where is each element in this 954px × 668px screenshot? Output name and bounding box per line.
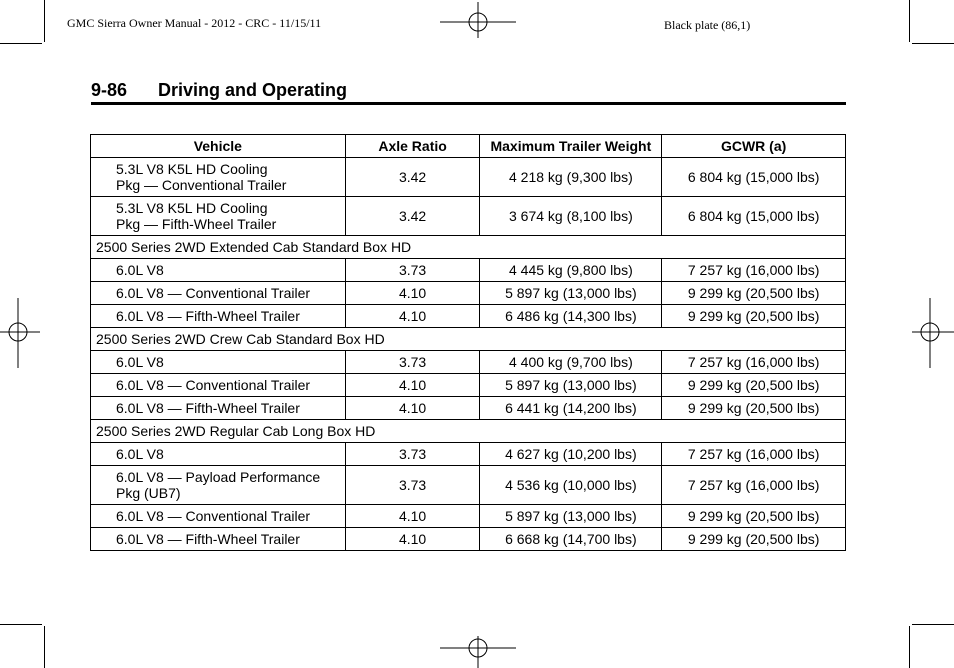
gcwr-cell: 7 257 kg (16,000 lbs) (662, 259, 846, 282)
table-row (91, 197, 846, 236)
crop-mark (0, 624, 42, 625)
vehicle-line: Pkg — Conventional Trailer (116, 177, 287, 193)
axle-ratio-cell: 3.42 (345, 158, 480, 197)
vehicle-line: 6.0L V8 (116, 446, 164, 462)
section-heading (91, 80, 846, 101)
gcwr-cell: 9 299 kg (20,500 lbs) (662, 505, 846, 528)
vehicle-line: 5.3L V8 K5L HD Cooling (116, 200, 268, 216)
axle-ratio-cell: 4.10 (345, 505, 480, 528)
gcwr-cell: 9 299 kg (20,500 lbs) (662, 374, 846, 397)
table-row (91, 466, 846, 505)
gcwr-cell: 9 299 kg (20,500 lbs) (662, 397, 846, 420)
column-header: Axle Ratio (345, 135, 480, 158)
page-number: 9-86 (91, 80, 128, 100)
axle-ratio-cell: 4.10 (345, 305, 480, 328)
vehicle-line: 6.0L V8 — Conventional Trailer (116, 377, 311, 393)
axle-ratio-cell: 3.73 (345, 443, 480, 466)
vehicle-cell (91, 197, 346, 236)
gcwr-cell: 7 257 kg (16,000 lbs) (662, 466, 846, 505)
table-section-row (91, 328, 846, 351)
section-label: 2500 Series 2WD Crew Cab Standard Box HD (91, 328, 846, 351)
max-trailer-weight-cell: 4 627 kg (10,200 lbs) (480, 443, 662, 466)
vehicle-line: 5.3L V8 K5L HD Cooling (116, 161, 268, 177)
gcwr-cell: 6 804 kg (15,000 lbs) (662, 158, 846, 197)
max-trailer-weight-cell: 4 218 kg (9,300 lbs) (480, 158, 662, 197)
max-trailer-weight-cell: 4 400 kg (9,700 lbs) (480, 351, 662, 374)
max-trailer-weight-cell: 4 536 kg (10,000 lbs) (480, 466, 662, 505)
crop-mark (0, 43, 42, 44)
axle-ratio-cell: 4.10 (345, 397, 480, 420)
vehicle-line: 6.0L V8 (116, 262, 164, 278)
crop-mark (44, 626, 45, 668)
section-label: 2500 Series 2WD Extended Cab Standard Box HD (91, 236, 846, 259)
max-trailer-weight-cell: 5 897 kg (13,000 lbs) (480, 282, 662, 305)
table-row (91, 158, 846, 197)
table-row (91, 351, 846, 374)
axle-ratio-cell: 4.10 (345, 282, 480, 305)
vehicle-cell (91, 282, 346, 305)
trailer-weight-table (90, 134, 846, 551)
vehicle-line: 6.0L V8 — Conventional Trailer (116, 508, 311, 524)
vehicle-cell (91, 374, 346, 397)
vehicle-cell (91, 305, 346, 328)
max-trailer-weight-cell: 4 445 kg (9,800 lbs) (480, 259, 662, 282)
crop-mark (909, 0, 910, 42)
table-row (91, 305, 846, 328)
crop-mark (909, 626, 910, 668)
vehicle-cell (91, 528, 346, 551)
table-row (91, 259, 846, 282)
print-header-title: GMC Sierra Owner Manual - 2012 - CRC - 11/15/11 (67, 16, 322, 30)
column-header: GCWR (a) (662, 135, 846, 158)
axle-ratio-cell: 3.73 (345, 466, 480, 505)
max-trailer-weight-cell: 6 668 kg (14,700 lbs) (480, 528, 662, 551)
gcwr-cell: 6 804 kg (15,000 lbs) (662, 197, 846, 236)
table-row (91, 505, 846, 528)
gcwr-cell: 7 257 kg (16,000 lbs) (662, 351, 846, 374)
axle-ratio-cell: 3.73 (345, 259, 480, 282)
gcwr-cell: 9 299 kg (20,500 lbs) (662, 282, 846, 305)
vehicle-cell (91, 397, 346, 420)
max-trailer-weight-cell: 6 486 kg (14,300 lbs) (480, 305, 662, 328)
vehicle-line: 6.0L V8 — Fifth-Wheel Trailer (116, 531, 300, 547)
heading-rule (91, 102, 846, 105)
table-row (91, 528, 846, 551)
registration-mark-icon (912, 298, 954, 368)
table-section-row (91, 236, 846, 259)
section-title: Driving and Operating (158, 80, 348, 100)
registration-mark-icon (440, 636, 516, 668)
table-header-row (91, 135, 846, 158)
table-row (91, 443, 846, 466)
vehicle-line: Pkg (UB7) (116, 485, 181, 501)
gcwr-cell: 9 299 kg (20,500 lbs) (662, 528, 846, 551)
vehicle-cell (91, 158, 346, 197)
table-row (91, 397, 846, 420)
registration-mark-icon (440, 2, 516, 38)
section-label: 2500 Series 2WD Regular Cab Long Box HD (91, 420, 846, 443)
vehicle-line: 6.0L V8 — Fifth-Wheel Trailer (116, 400, 300, 416)
vehicle-line: 6.0L V8 — Payload Performance (116, 469, 321, 485)
max-trailer-weight-cell: 5 897 kg (13,000 lbs) (480, 374, 662, 397)
axle-ratio-cell: 3.42 (345, 197, 480, 236)
vehicle-cell (91, 443, 346, 466)
table-body (91, 158, 846, 551)
column-header: Maximum Trailer Weight (480, 135, 662, 158)
gcwr-cell: 9 299 kg (20,500 lbs) (662, 305, 846, 328)
axle-ratio-cell: 4.10 (345, 528, 480, 551)
vehicle-cell (91, 259, 346, 282)
registration-mark-icon (0, 298, 40, 368)
table-row (91, 282, 846, 305)
vehicle-line: 6.0L V8 — Conventional Trailer (116, 285, 311, 301)
vehicle-cell (91, 466, 346, 505)
vehicle-cell (91, 505, 346, 528)
gcwr-cell: 7 257 kg (16,000 lbs) (662, 443, 846, 466)
vehicle-cell (91, 351, 346, 374)
max-trailer-weight-cell: 3 674 kg (8,100 lbs) (480, 197, 662, 236)
axle-ratio-cell: 3.73 (345, 351, 480, 374)
max-trailer-weight-cell: 6 441 kg (14,200 lbs) (480, 397, 662, 420)
crop-mark (912, 624, 954, 625)
vehicle-line: Pkg — Fifth-Wheel Trailer (116, 216, 277, 232)
crop-mark (44, 0, 45, 42)
axle-ratio-cell: 4.10 (345, 374, 480, 397)
vehicle-line: 6.0L V8 — Fifth-Wheel Trailer (116, 308, 300, 324)
crop-mark (912, 43, 954, 44)
table-row (91, 374, 846, 397)
table-section-row (91, 420, 846, 443)
column-header: Vehicle (91, 135, 346, 158)
print-header-plate: Black plate (86,1) (664, 18, 751, 32)
vehicle-line: 6.0L V8 (116, 354, 164, 370)
max-trailer-weight-cell: 5 897 kg (13,000 lbs) (480, 505, 662, 528)
